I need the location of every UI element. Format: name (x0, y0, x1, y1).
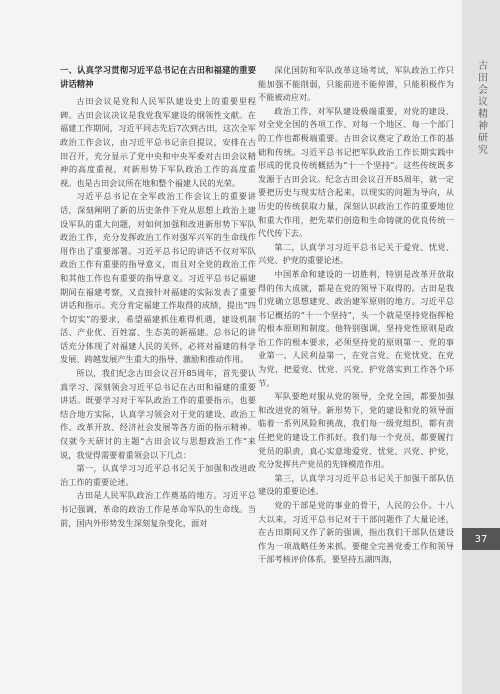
paragraph: 深化国防和军队改革这场考试，军队政治工作只能加强不能削弱，只能前进不能停滞，只能积极作为不能被动应对。 (258, 65, 454, 103)
side-tab (462, 0, 500, 694)
subsection-heading: 第一，认真学习习近平总书记关于加强和改进政治工作的重要论述。 (60, 463, 256, 487)
paragraph: 古田会议是党和人民军队建设史上的重要里程碑。古田会议决议是我党我军建设的纲领性文献。在福建工作期间，习近平同志先后7次到古田，这次全军政治工作会议，由习近平总书记亲自提议，安排在古田召开，充分显示了党中央和中央军委对古田会议精神的高度重视，对新形势下军队政治工作的高度重视。也是古田会议所在地和整个福建人民的光荣。 (60, 96, 256, 188)
paragraph: 古田是人民军队政治工作奠基的地方。习近平总书记强调，革命的政治工作是革命军队的生命线。当前，国内外形势发生深刻复杂变化，面对 (60, 490, 256, 528)
journal-title: 古田会议精神研究 (475, 60, 487, 156)
left-column (60, 64, 256, 530)
right-column (258, 64, 454, 567)
paragraph: 中国革命和建设的一切胜利，特别是改革开放取得的伟大成就，都是在党的领导下取得的。古田是我们党确立思想建党、政治建军原则的地方。习近平总书记概括的“十一个坚持”，头一个就是坚持党指挥枪的根本原则和制度。他特别强调，坚持党性原则是政治工作的根本要求，必须坚持党的原则第一、党的事业第一、人民利益第一，在党言党、在党忧党、在党为党，把爱党、忧党、兴党、护党落实到工作各个环节。 (258, 268, 454, 388)
paragraph: 党的干部是党的事业的骨干，人民的公仆。十八大以来，习近平总书记对于干部问题作了大量论述，在古田期间又作了新的强调，指出我们干部队伍建设作为一项战略任务来抓。要健全完善党委工作和领导干部考核评价体系，要坚持五湖四海， (258, 500, 454, 565)
section-heading: 一、认真学习贯彻习近平总书记在古田和福建的重要讲话精神 (60, 65, 256, 89)
subsection-heading: 第三，认真学习习近平总书记关于加强干部队伍建设的重要论述。 (258, 472, 454, 497)
paragraph: 所以，我们纪念古田会议召开85周年，首先要认真学习、深刻领会习近平总书记在古田和福建的重要讲话。既要学习对于军队政治工作的重要指示，也要结合地方实际，认真学习领会对于党的建设、政治工作、改革开放、经济社会发展等各方面的指示精神。仅就今天研讨的主题“古田会议与思想政治工作”来说，我觉得需要着重领会以下几点： (60, 368, 256, 460)
paragraph: 军队要绝对服从党的领导，全党全国，都要加强和改进党的领导。新形势下，党的建设和党的领导面临着一系列风险和挑战，我们每一级党组织，都有责任把党的建设工作抓好。我们每一个党员，都要履行党员的职责，真心实意地爱党、忧党、兴党、护党，充分发挥共产党员的先锋模范作用。 (258, 391, 454, 470)
subsection-heading: 第二，认真学习习近平总书记关于爱党、忧党、兴党、护党的重要论述。 (258, 241, 454, 266)
paragraph: 习近平总书记在全军政治工作会议上的重要讲话，深刻阐明了新的历史条件下党从思想上政治上建设军队的重大问题，对如何加强和改进新形势下军队政治工作，充分发挥政治工作对强军兴军的生命线作用作出了重要部署。习近平总书记的讲话不仅对军队政治工作有重要的指导意义，而且对全党的政治工作和其他工作也有重要的指导意义。习近平总书记福建期间在福建考察，又直接针对福建的实际发表了重要讲话和指示。充分肯定福建工作取得的成绩，提出“四个切实”的要求，希望福建抓住难得机遇，建设机制活、产业优、百姓富、生态美的新福建。总书记的讲话充分体现了对福建人民的关怀，必将对福建的科学发展、跨越发展产生重大的指导、激励和推动作用。 (60, 191, 256, 365)
paragraph: 政治工作，对军队建设极端重要，对党的建设、对全党全国的各项工作、对每一个地区、每一个部门的工作也都极端重要。古田会议奠定了政治工作的基础和传统。习近平总书记把军队政治工作长期实践中形成的优良传统概括为“十一个坚持”。这些传统既多发源于古田会议。纪念古田会议召开85周年，就一定要把历史与现实结合起来，以现实的问题为导向，从历史的传统获取力量，深刻认识政治工作的重要地位和重大作用，把先辈们创造和生命铸就的优良传统一代代传下去。 (258, 105, 454, 239)
page-number: 37 (462, 528, 500, 550)
